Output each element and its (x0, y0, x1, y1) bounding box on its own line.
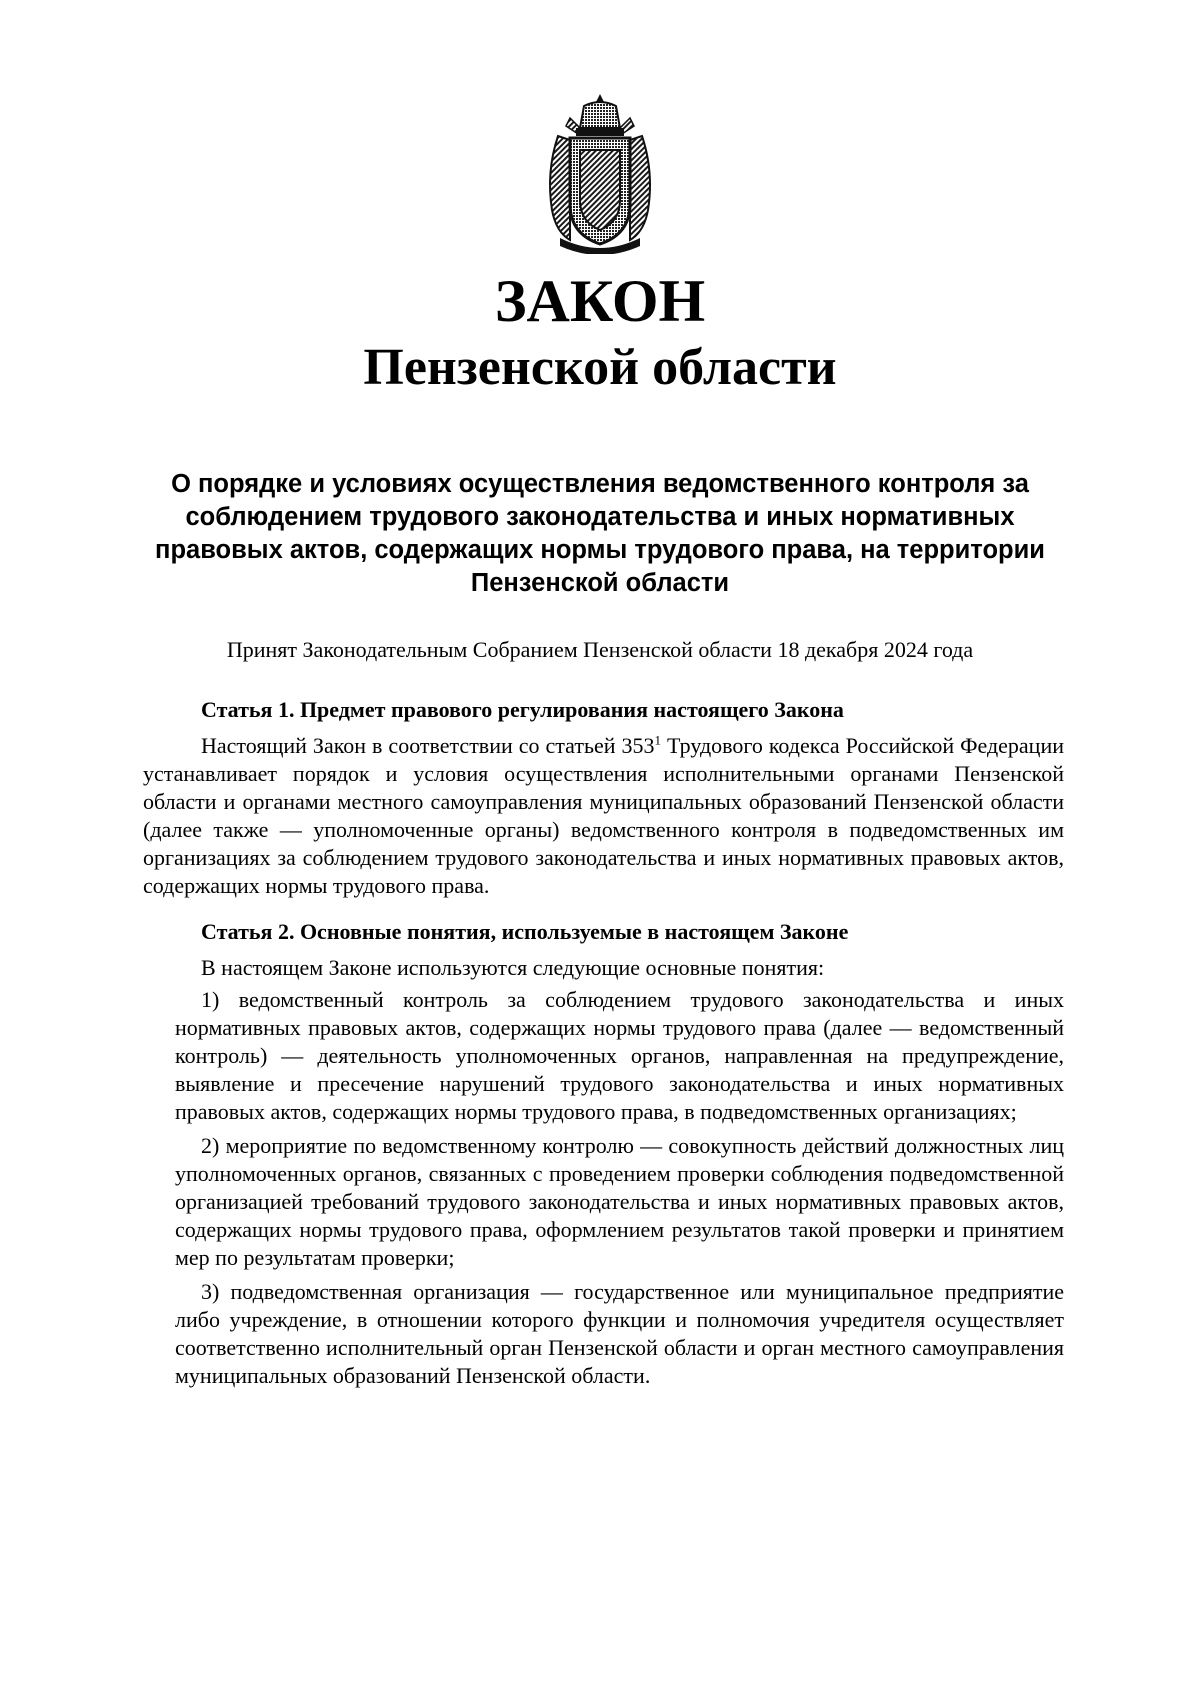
article-2-intro: В настоящем Законе используются следующие основные понятия: (201, 955, 825, 980)
article-1-heading: Статья 1. Предмет правового регулирования настоящего Закона (201, 697, 844, 722)
document-title: ЗАКОН (494, 268, 706, 334)
article-2-heading: Статья 2. Основные понятия, используемые в настоящем Законе (201, 919, 849, 944)
article-2-item-2: 2) мероприятие по ведомственному контролю — совокупность действий должностных лиц уполномоченных органов, связанных с проведением проверки соблюдения подведомственной организацией требований трудового законодательства и иных нормативных правовых актов, содержащих нормы трудового права, оформлением результатов такой проверки и принятием мер по результатам проверки; (175, 1133, 1064, 1270)
adoption-note: Принят Законодательным Собранием Пензенской области 18 декабря 2024 года (226, 637, 974, 662)
document-subtitle: Пензенской области (363, 339, 837, 396)
document-body (143, 696, 1064, 1396)
article-1-superscript: 1 (654, 732, 662, 748)
law-name: О порядке и условиях осуществления ведомственного контроля за соблюдением трудового законодательства и иных нормативных правовых актов, содержащих нормы трудового права, на территории Пензенской области (155, 470, 1045, 597)
article-1-text (143, 732, 1064, 900)
article-2-item-1: 1) ведомственный контроль за соблюдением трудового законодательства и иных нормативных правовых актов, содержащих нормы трудового права (далее — ведомственный контроль) — деятельность уполномоченных органов, направленная на предупреждение, выявление и пресечение нарушений трудового законодательства и иных нормативных правовых актов, содержащих нормы трудового права, в подведомственных организациях; (175, 987, 1064, 1124)
article-1-text-part1: Настоящий Закон в соответствии со статьей 353 (201, 733, 655, 758)
article-1-text-part2: Трудового кодекса Российской Федерации устанавливает порядок и условия осуществления исполнительными органами Пензенской области и органами местного самоуправления муниципальных образований Пензенской области (далее также — уполномоченные органы) ведомственного контроля в подведомственных им организациях за соблюдением трудового законодательства и иных нормативных правовых актов, содержащих нормы трудового права. (143, 733, 1064, 898)
article-2-item-3: 3) подведомственная организация — государственное или муниципальное предприятие либо учреждение, в отношении которого функции и полномочия учредителя осуществляет соответственно исполнительный орган Пензенской области и орган местного самоуправления муниципальных образований Пензенской области. (175, 1279, 1064, 1388)
coat-of-arms-icon (540, 92, 660, 254)
